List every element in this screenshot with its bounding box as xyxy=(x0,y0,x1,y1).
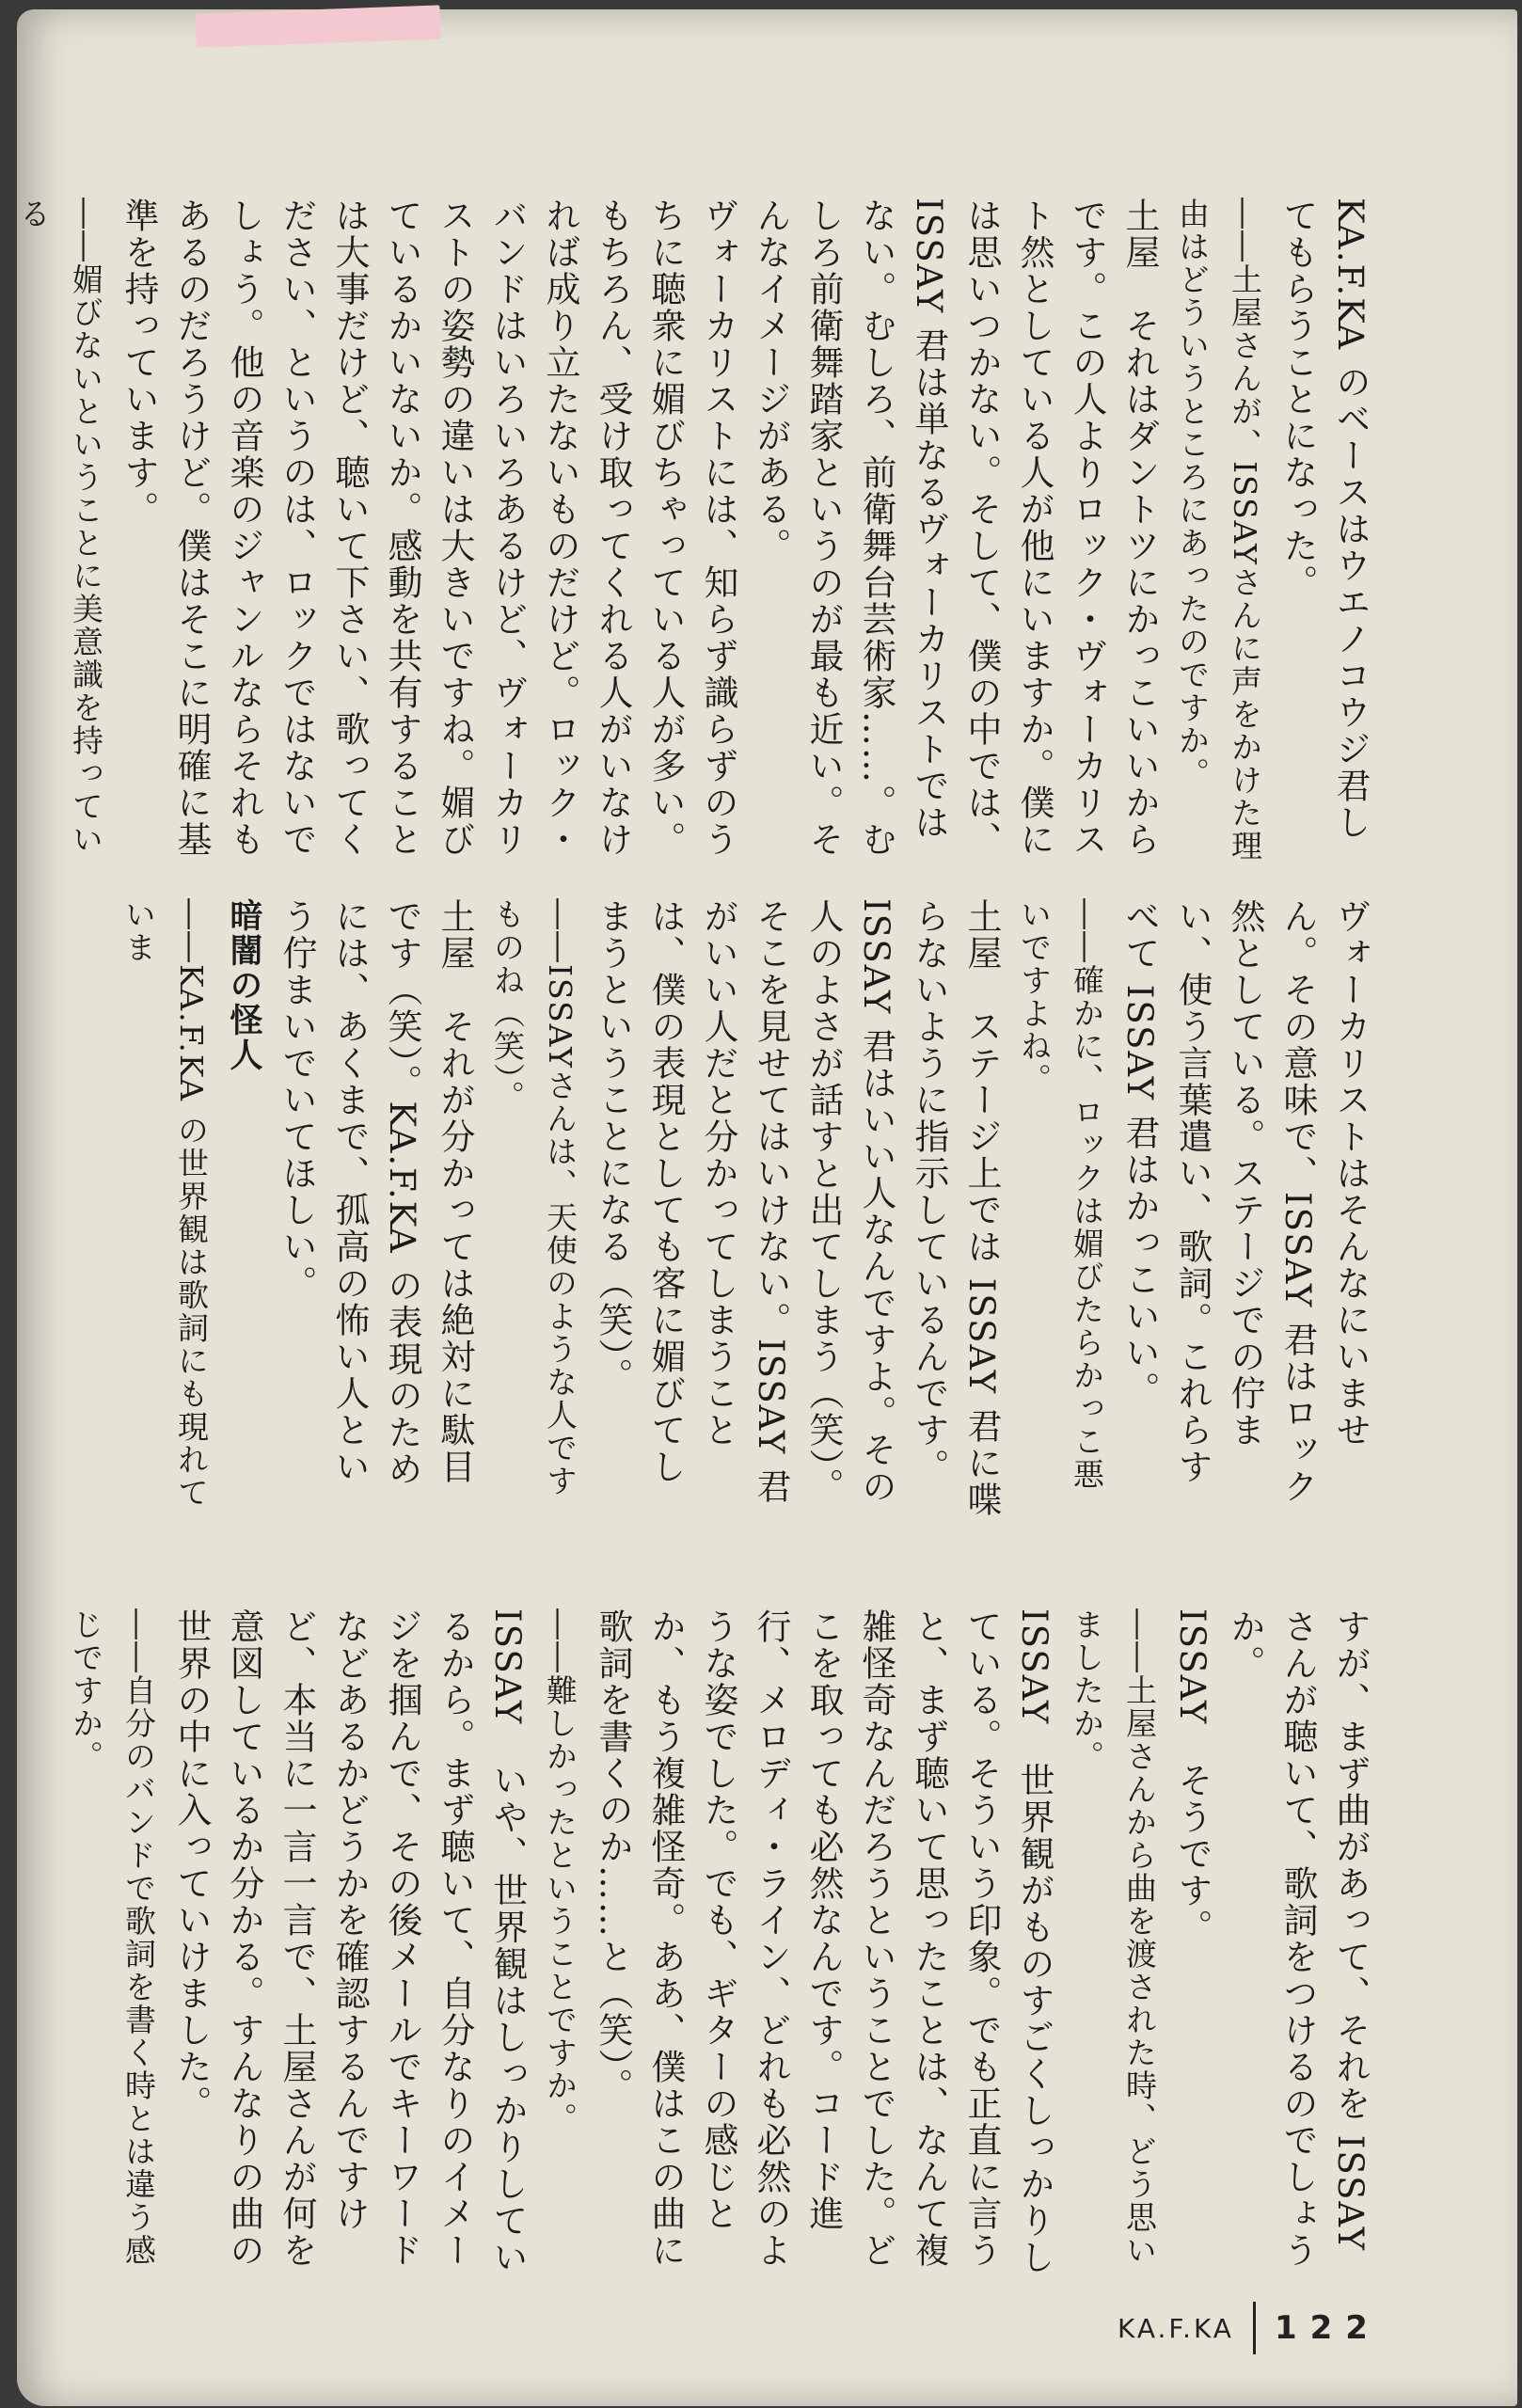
answer: ISSAY いや、世界観はしっかりしているから。まず聴いて、自分なりのイメージを掴んで、その後メールでキーワードなどあるかどうかを確認するんですけど、本当に一言一言で、土屋さんが何を意図しているか分かる。すんなりの曲の世界の中に入っていけました。 xyxy=(171,1608,528,2276)
question: ――難しかったということですか。 xyxy=(542,1608,579,2135)
question: ――自分のバンドで歌詞を書く時とは違う感じですか。 xyxy=(68,1608,157,2267)
text-block-bottom xyxy=(59,1608,1376,2286)
answer: ISSAY 世界観がものすごくしっかりしている。そういう印象。でも正直に言うと、まず聴いて思ったことは、なんて複雑怪奇なんだろうということでした。どこを取っても必然なんです。コード進行、メロディ・ライン、どれも必然のような姿でした。でも、ギターの感じとか、もう複雑怪奇。ああ、僕はこの曲に歌詞を書くのか……と（笑）。 xyxy=(593,1608,1054,2276)
paragraph: ヴォーカリストには、知らず識らずのうちに聴衆に媚びちゃっている人が多い。もちろん、受け取ってくれる人がいなければ成り立たないものだけど。ロック・バンドはいろいろあるけど、ヴォーカリストの姿勢の違いは大きいですね。媚びているかいないか。感動を共有することは大事だけど、聴いて下さい、歌ってください、というのは、ロックではないでしょう。他の音楽のジャンルならそれもあるのだろうけど。僕はそこに明確に基準を持っています。 xyxy=(119,198,738,858)
answer: 土屋 ステージ上では ISSAY 君に喋らないように指示しているんです。ISSAY 君はいい人なんですよ。その人のよさが話すと出てしまう（笑）。そこを見せてはいけない。ISSAY 君がいい人だと分かってしまうことは、僕の表現としても客に媚びてしまうということになる（笑）。 xyxy=(593,898,1002,1518)
paragraph: すが、まず曲があって、それを ISSAYさんが聴いて、歌詞をつけるのでしょうか。 xyxy=(1225,1608,1371,2269)
paragraph: KA.F.KA のベースはウエノコウジ君してもらうことになった。 xyxy=(1277,198,1371,841)
answer: 土屋 それはダントツにかっこいいからです。この人よりロック・ヴォーカリスト然としている人が他にいますか。僕には思いつかない。そして、僕の中では、ISSAY 君は単なるヴォーカリストではない。むしろ、前衛舞台芸術家……。むしろ前衛舞踏家というのが最も近い。そんなイメージがある。 xyxy=(751,198,1160,858)
answer: 土屋 それが分かっては絶対に駄目です（笑）。KA.F.KA の表現のためには、あくまで、孤高の怖い人という佇まいでいてほしい。 xyxy=(277,898,475,1488)
answer: ISSAY そうです。 xyxy=(1172,1608,1213,1946)
question: ――確かに、ロックは媚びたらかっこ悪いですよね。 xyxy=(1016,898,1105,1491)
running-head: KA.F.KA xyxy=(1118,2312,1234,2344)
text-block-top xyxy=(7,198,1376,875)
question: ――媚びないということに美意識を持っている xyxy=(15,198,104,856)
footer-divider xyxy=(1253,2302,1256,2354)
question: ――KA.F.KA の世界観は歌詞にも現れていま xyxy=(120,898,210,1510)
text-block-middle xyxy=(112,898,1376,1519)
section-heading: 暗闇の怪人 xyxy=(225,898,262,1072)
page-footer xyxy=(1118,2305,1381,2352)
pink-sticky-tab xyxy=(195,5,440,47)
book-page xyxy=(17,9,1517,2406)
question: ――土屋さんから曲を渡された時、どう思いましたか。 xyxy=(1069,1608,1158,2267)
paragraph: ヴォーカリストはそんなにいません。その意味で、ISSAY 君はロック然としている。ステージでの佇まい、使う言葉遣い、歌詞。これらすべて ISSAY 君はかっこいい。 xyxy=(1119,898,1371,1506)
page-number: 122 xyxy=(1274,2309,1381,2347)
question: ――土屋さんが、ISSAYさんに声をかけた理由はどういうところにあったのですか。 xyxy=(1174,198,1263,863)
question: ――ISSAYさんは、天使のような人ですものね（笑）。 xyxy=(489,898,579,1497)
